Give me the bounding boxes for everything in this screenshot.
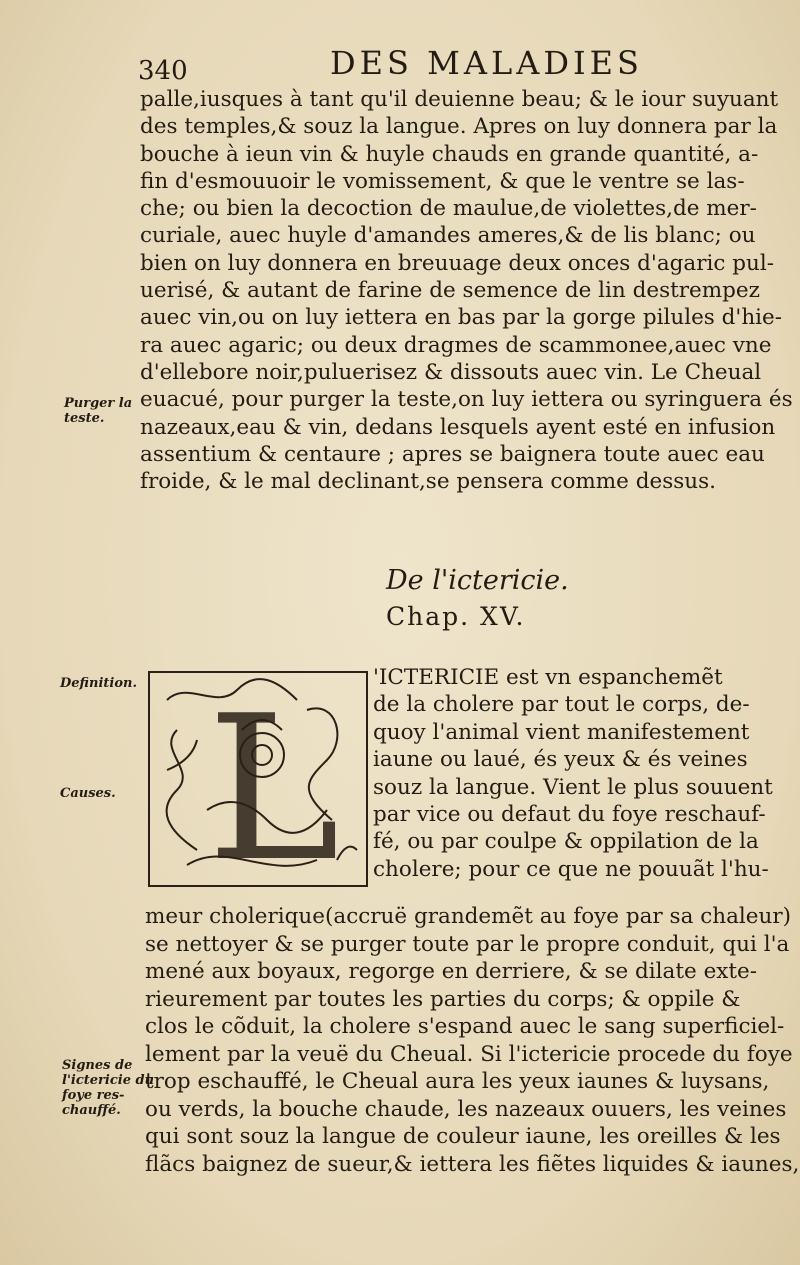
section-title: De l'ictericie. (386, 565, 569, 596)
running-title: DES MALADIES (330, 44, 643, 82)
text-line: quoy l'animal vient manifestement (373, 719, 750, 745)
text-line: iaune ou laué, és yeux & és veines (373, 747, 748, 773)
margin-note-definition: Definition. (60, 676, 137, 691)
text-line: ra auec agaric; ou deux dragmes de scammonee,auec vne (140, 332, 772, 358)
text-line: palle,iusques à tant qu'il deuienne beau; & le iour suyuant (140, 87, 779, 112)
text-line: curiale, auec huyle d'amandes ameres,& de lis blanc; ou (140, 223, 756, 249)
text-line: des temples,& souz la langue. Apres on luy donnera par la (140, 114, 778, 140)
text-line: de la cholere par tout le corps, de- (373, 692, 750, 718)
text-line: euacué, pour purger la teste,on luy iettera ou syringuera és (140, 387, 793, 413)
text-line: 'ICTERICIE est vn espanchemẽt (373, 665, 723, 690)
text-line: d'ellebore noir,puluerisez & dissouts auec vin. Le Cheual (140, 359, 762, 385)
text-line: cholere; pour ce que ne pouuãt l'hu- (373, 856, 769, 882)
text-line: auec vin,ou on luy iettera en bas par la gorge pilules d'hie- (140, 305, 783, 331)
chapter-heading: Chap. XV. (386, 602, 526, 631)
text-line: meur cholerique(accruë grandemẽt au foye par sa chaleur) (145, 904, 792, 929)
margin-note-purger: Purger la teste. (64, 396, 133, 426)
page-header (0, 40, 800, 90)
text-line: froide, & le mal declinant,se pensera comme dessus. (140, 469, 716, 495)
text-line: souz la langue. Vient le plus souuent (373, 774, 773, 800)
body-text-beside-initial (373, 664, 773, 883)
text-line: ou verds, la bouche chaude, les nazeaux ouuers, les veines (145, 1096, 787, 1122)
text-line: se nettoyer & se purger toute par le propre conduit, qui l'a (145, 931, 790, 957)
text-line: flãcs baignez de sueur,& iettera les fiẽtes liquides & iaunes, (145, 1151, 800, 1177)
text-line: mené aux boyaux, regorge en derriere, & se dilate exte- (145, 959, 758, 984)
text-line: nazeaux,eau & vin, dedans lesquels ayent esté en infusion (140, 414, 776, 440)
body-text-top (140, 86, 793, 495)
text-line: che; ou bien la decoction de maulue,de violettes,de mer- (140, 196, 757, 222)
body-text-bottom (145, 903, 799, 1178)
margin-note-signes: Signes de l'ictericie du foye res- chauffé. (62, 1058, 155, 1118)
text-line: lement par la veuë du Cheual. Si l'ictericie procede du foye (145, 1041, 793, 1067)
text-line: uerisé, & autant de farine de semence de lin destrempez (140, 278, 760, 304)
text-line: qui sont souz la langue de couleur iaune, les oreilles & les (145, 1124, 781, 1149)
initial-letter-glyph: L (207, 673, 340, 888)
text-line: bien on luy donnera en breuuage deux onces d'agaric pul- (140, 250, 774, 276)
text-line: rieurement par toutes les parties du corps; & oppile & (145, 986, 741, 1012)
text-line: bouche à ieun vin & huyle chauds en grande quantité, a- (140, 141, 759, 167)
text-line: trop eschauffé, le Cheual aura les yeux iaunes & luysans, (145, 1069, 770, 1094)
text-line: assentium & centaure ; apres se baignera toute auec eau (140, 441, 765, 467)
text-line: par vice ou defaut du foye reschauf- (373, 801, 766, 827)
text-line: clos le cõduit, la cholere s'espand auec le sang superficiel- (145, 1014, 785, 1039)
page-number: 340 (138, 56, 188, 86)
margin-note-causes: Causes. (60, 786, 116, 801)
ornamental-initial-letter (147, 670, 369, 888)
text-line: fé, ou par coulpe & oppilation de la (373, 829, 759, 855)
text-line: fin d'esmouuoir le vomissement, & que le ventre se las- (140, 168, 745, 194)
